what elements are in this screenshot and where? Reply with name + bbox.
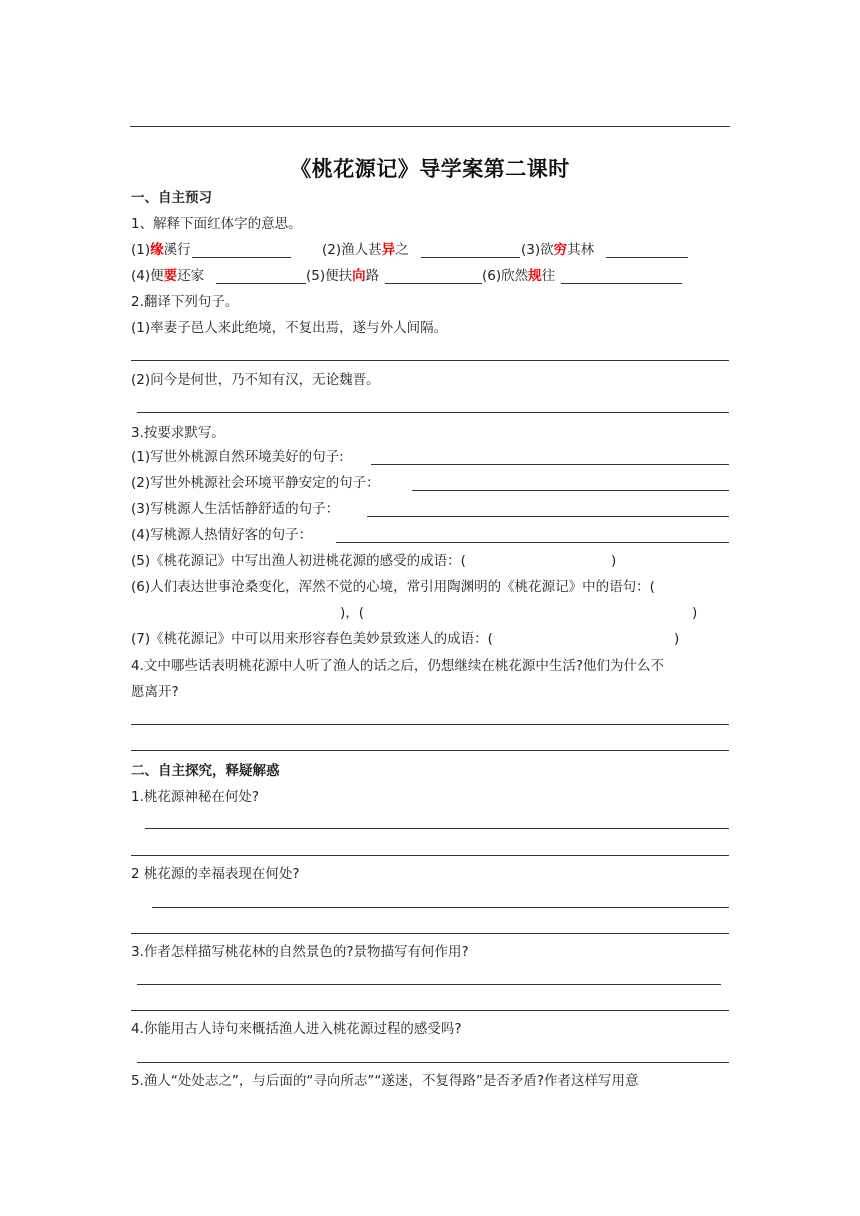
q1-blank-2[interactable] [421, 257, 520, 258]
top-rule [130, 126, 730, 127]
s2-q5: 5.渔人“处处志之”，与后面的“寻向所志”“遂迷，不复得路”是否矛盾?作者这样写用意 [131, 1073, 639, 1089]
q1-item-1: (1)缘溪行 [131, 242, 191, 258]
q3-item-1: (1)写世外桃源自然环境美好的句子: [131, 449, 344, 465]
q1-item-2: (2)渔人甚异之 [322, 242, 409, 258]
q2-sentence-1: (1)率妻子邑人来此绝境，不复出焉，遂与外人间隔。 [131, 320, 448, 336]
q4-answer-line-1[interactable] [131, 724, 729, 725]
q3-item-6-close: ) [692, 605, 698, 621]
section-heading-inquiry: 二、自主探究，释疑解惑 [131, 763, 280, 779]
s2-q3-line-1[interactable] [137, 984, 721, 985]
q3-item-5-close: ) [611, 553, 617, 569]
q3-item-7: (7)《桃花源记》中可以用来形容春色美妙景致迷人的成语：( [131, 631, 493, 647]
q3-item-5: (5)《桃花源记》中写出渔人初进桃花源的感受的成语：( [131, 553, 466, 569]
q2-answer-line-1[interactable] [131, 360, 729, 361]
q1-blank-1[interactable] [192, 257, 291, 258]
section-heading-preview: 一、自主预习 [131, 190, 212, 206]
q2-prompt: 2.翻译下列句子。 [131, 294, 239, 310]
s2-q2-line-1[interactable] [152, 907, 729, 908]
q1-blank-5[interactable] [385, 283, 482, 284]
q3-blank-1[interactable] [371, 464, 729, 465]
q1-item-6: (6)欣然规往 [482, 268, 556, 284]
q3-item-6-mid: )，( [340, 605, 365, 621]
s2-q3: 3.作者怎样描写桃花林的自然景色的?景物描写有何作用? [131, 944, 469, 960]
q3-item-4: (4)写桃源人热情好客的句子： [131, 527, 313, 543]
q1-blank-3[interactable] [606, 257, 688, 258]
q4-answer-line-2[interactable] [131, 750, 729, 751]
q1-item-4: (4)便要还家 [131, 268, 205, 284]
s2-q1-line-2[interactable] [131, 855, 729, 856]
s2-q4-line-1[interactable] [137, 1062, 729, 1063]
q3-item-3: (3)写桃源人生活恬静舒适的句子： [131, 501, 340, 517]
q3-blank-4[interactable] [336, 542, 729, 543]
q2-answer-line-2[interactable] [137, 412, 729, 413]
s2-q2-line-2[interactable] [131, 933, 729, 934]
q1-item-3: (3)欲穷其林 [521, 242, 595, 258]
s2-q1-line-1[interactable] [145, 828, 729, 829]
q4-line-1: 4.文中哪些话表明桃花源中人听了渔人的话之后，仍想继续在桃花源中生活?他们为什么不 [131, 658, 665, 674]
q3-prompt: 3.按要求默写。 [131, 425, 225, 441]
s2-q1: 1.桃花源神秘在何处? [131, 789, 260, 805]
page-title: 《桃花源记》导学案第二课时 [290, 157, 570, 181]
q3-blank-3[interactable] [367, 516, 729, 517]
q1-blank-6[interactable] [561, 283, 682, 284]
q3-blank-2[interactable] [412, 490, 729, 491]
q1-prompt: 1、解释下面红体字的意思。 [131, 216, 302, 232]
q1-blank-4[interactable] [216, 283, 306, 284]
q1-item-5: (5)便扶向路 [306, 268, 380, 284]
s2-q3-line-2[interactable] [131, 1010, 729, 1011]
s2-q2: 2 桃花源的幸福表现在何处? [131, 866, 300, 882]
q3-item-7-close: ) [674, 631, 680, 647]
q3-item-6: (6)人们表达世事沧桑变化，浑然不觉的心境，常引用陶渊明的《桃花源记》中的语句：( [131, 579, 655, 595]
s2-q4: 4.你能用古人诗句来概括渔人进入桃花源过程的感受吗? [131, 1021, 462, 1037]
q2-sentence-2: (2)问今是何世，乃不知有汉，无论魏晋。 [131, 372, 380, 388]
q4-line-2: 愿离开? [131, 684, 179, 700]
q3-item-2: (2)写世外桃源社会环境平静安定的句子： [131, 475, 380, 491]
